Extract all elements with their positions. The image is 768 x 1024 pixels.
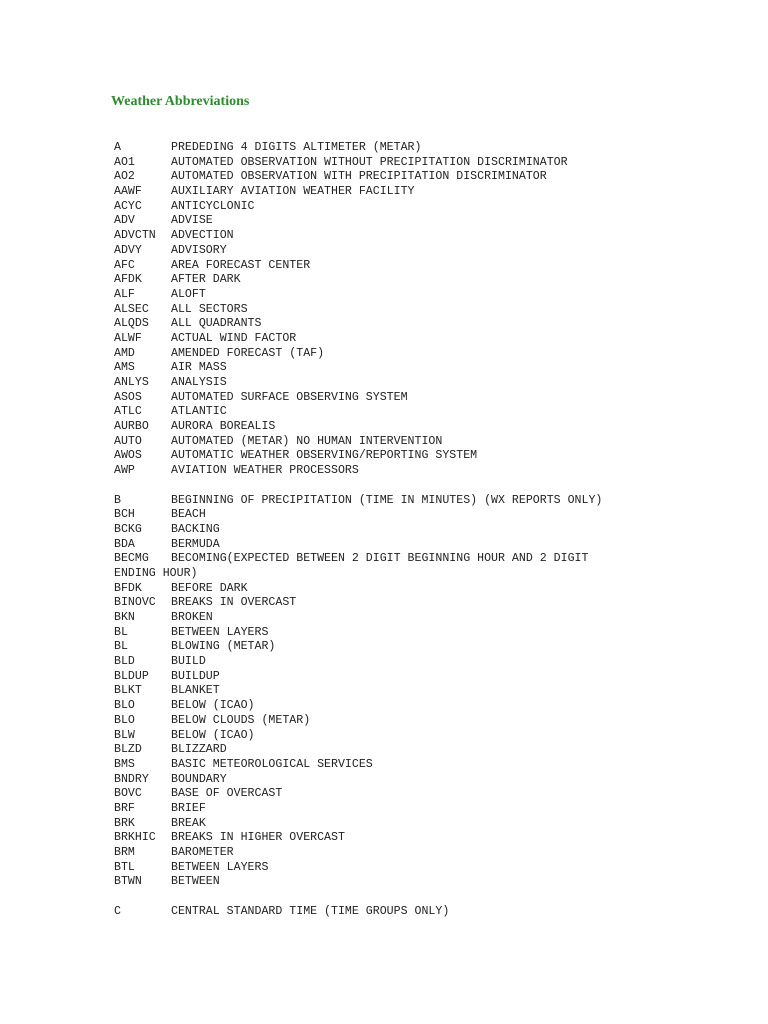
abbreviation-row <box>114 464 754 479</box>
abbreviation-code: AFC <box>114 258 135 272</box>
abbreviation-code: BLW <box>114 728 135 742</box>
abbreviation-row <box>114 846 754 861</box>
letter-group-b <box>114 494 754 891</box>
page-title: Weather Abbreviations <box>111 94 250 109</box>
abbreviation-definition: BETWEEN <box>171 875 220 889</box>
abbreviation-definition: BASE OF OVERCAST <box>171 787 283 801</box>
abbreviation-row <box>114 508 754 523</box>
abbreviation-definition: BELOW (ICAO) <box>171 728 255 742</box>
abbreviation-definition: BELOW (ICAO) <box>171 699 255 713</box>
abbreviation-code: BLO <box>114 699 135 713</box>
abbreviation-row <box>114 391 754 406</box>
abbreviation-definition: AREA FORECAST CENTER <box>171 258 311 272</box>
abbreviation-row <box>114 670 754 685</box>
abbreviation-definition: AUTOMATED (METAR) NO HUMAN INTERVENTION <box>171 434 443 448</box>
abbreviation-row <box>114 170 754 185</box>
abbreviation-list <box>114 141 754 919</box>
abbreviation-code: ADV <box>114 214 135 228</box>
abbreviation-code: BCH <box>114 508 135 522</box>
abbreviation-code: AWP <box>114 464 135 478</box>
abbreviation-code: ATLC <box>114 405 142 419</box>
abbreviation-definition: BETWEEN LAYERS <box>171 860 269 874</box>
abbreviation-code: BLKT <box>114 684 142 698</box>
abbreviation-code: BLDUP <box>114 669 149 683</box>
abbreviation-row <box>114 347 754 362</box>
abbreviation-code: BRK <box>114 816 135 830</box>
abbreviation-code: BLZD <box>114 743 142 757</box>
abbreviation-definition: BEGINNING OF PRECIPITATION (TIME IN MINUTES) (WX REPORTS ONLY) <box>171 493 603 507</box>
abbreviation-row <box>114 229 754 244</box>
abbreviation-code: ALQDS <box>114 317 149 331</box>
abbreviation-row <box>114 714 754 729</box>
abbreviation-row <box>114 640 754 655</box>
abbreviation-row <box>114 875 754 890</box>
abbreviation-row <box>114 303 754 318</box>
abbreviation-code: AWOS <box>114 449 142 463</box>
abbreviation-code: BRM <box>114 846 135 859</box>
abbreviation-code: BFDK <box>114 581 142 595</box>
abbreviation-code: ANLYS <box>114 376 149 389</box>
abbreviation-row <box>114 494 754 509</box>
abbreviation-definition: AUTOMATED OBSERVATION WITHOUT PRECIPITATION DISCRIMINATOR <box>171 155 568 169</box>
abbreviation-code: BCKG <box>114 522 142 536</box>
abbreviation-definition-continuation: ENDING HOUR) <box>114 566 198 580</box>
abbreviation-definition: BECOMING(EXPECTED BETWEEN 2 DIGIT BEGINNING HOUR AND 2 DIGIT <box>171 552 589 566</box>
abbreviation-definition: ANALYSIS <box>171 376 227 389</box>
abbreviation-definition: BASIC METEOROLOGICAL SERVICES <box>171 757 373 771</box>
abbreviation-row <box>114 611 754 626</box>
abbreviation-definition: BLIZZARD <box>171 743 227 757</box>
abbreviation-code: AFDK <box>114 273 142 287</box>
abbreviation-code: AMS <box>114 361 135 375</box>
abbreviation-row <box>114 449 754 464</box>
abbreviation-code: BECMG <box>114 552 149 566</box>
abbreviation-row <box>114 552 754 567</box>
abbreviation-code: AUTO <box>114 434 142 448</box>
abbreviation-row <box>114 361 754 376</box>
abbreviation-definition: AURORA BOREALIS <box>171 420 276 434</box>
abbreviation-row <box>114 420 754 435</box>
abbreviation-definition: BELOW CLOUDS (METAR) <box>171 713 311 727</box>
abbreviation-definition: BLANKET <box>171 684 220 698</box>
abbreviation-code: BTWN <box>114 875 142 889</box>
letter-group-c <box>114 905 754 920</box>
abbreviation-definition: BUILD <box>171 655 206 669</box>
abbreviation-definition: BUILDUP <box>171 669 220 683</box>
abbreviation-row <box>114 376 754 391</box>
abbreviation-row <box>114 156 754 171</box>
abbreviation-definition: BAROMETER <box>171 846 234 859</box>
abbreviation-code: BOVC <box>114 787 142 801</box>
abbreviation-code: BKN <box>114 611 135 624</box>
abbreviation-code: BDA <box>114 537 135 551</box>
abbreviation-code: ALF <box>114 287 135 301</box>
abbreviation-row <box>114 141 754 156</box>
abbreviation-code: C <box>114 904 121 918</box>
abbreviation-row <box>114 831 754 846</box>
abbreviation-row <box>114 802 754 817</box>
abbreviation-row <box>114 861 754 876</box>
abbreviation-code: BRF <box>114 801 135 815</box>
abbreviation-definition: ADVECTION <box>171 229 234 243</box>
abbreviation-definition: ATLANTIC <box>171 405 227 419</box>
abbreviation-row <box>114 523 754 538</box>
abbreviation-code: B <box>114 493 121 507</box>
abbreviation-definition: BERMUDA <box>171 537 220 551</box>
abbreviation-definition: BROKEN <box>171 611 213 624</box>
abbreviation-definition: BREAK <box>171 816 206 830</box>
abbreviation-row <box>114 288 754 303</box>
abbreviation-definition: BEACH <box>171 508 206 522</box>
abbreviation-row <box>114 200 754 215</box>
abbreviation-code: BLO <box>114 713 135 727</box>
abbreviation-row <box>114 758 754 773</box>
abbreviation-definition: BREAKS IN OVERCAST <box>171 596 297 610</box>
abbreviation-row <box>114 626 754 641</box>
abbreviation-definition: ACTUAL WIND FACTOR <box>171 331 297 345</box>
abbreviation-definition: CENTRAL STANDARD TIME (TIME GROUPS ONLY) <box>171 904 450 918</box>
abbreviation-definition: AUTOMATED SURFACE OBSERVING SYSTEM <box>171 390 408 404</box>
abbreviation-definition: ADVISORY <box>171 243 227 257</box>
abbreviation-definition: AIR MASS <box>171 361 227 375</box>
abbreviation-code: AO1 <box>114 155 135 169</box>
abbreviation-code: AURBO <box>114 420 149 434</box>
abbreviation-definition: BOUNDARY <box>171 772 227 786</box>
abbreviation-code: BLD <box>114 655 135 669</box>
abbreviation-row <box>114 684 754 699</box>
abbreviation-definition: BACKING <box>171 522 220 536</box>
abbreviation-code: AAWF <box>114 185 142 199</box>
abbreviation-row <box>114 905 754 920</box>
abbreviation-row <box>114 655 754 670</box>
abbreviation-definition: AUTOMATIC WEATHER OBSERVING/REPORTING SYSTEM <box>171 449 478 463</box>
abbreviation-row <box>114 273 754 288</box>
abbreviation-row <box>114 773 754 788</box>
abbreviation-row <box>114 596 754 611</box>
abbreviation-row <box>114 538 754 553</box>
abbreviation-code: BL <box>114 625 128 639</box>
abbreviation-row <box>114 185 754 200</box>
abbreviation-definition: BEFORE DARK <box>171 581 248 595</box>
abbreviation-code: BTL <box>114 860 135 874</box>
abbreviation-definition: AVIATION WEATHER PROCESSORS <box>171 464 359 478</box>
abbreviation-code: BINOVC <box>114 596 156 610</box>
abbreviation-row <box>114 582 754 597</box>
abbreviation-definition: AUXILIARY AVIATION WEATHER FACILITY <box>171 185 415 199</box>
abbreviation-row <box>114 817 754 832</box>
abbreviation-definition: AUTOMATED OBSERVATION WITH PRECIPITATION DISCRIMINATOR <box>171 170 547 184</box>
abbreviation-row <box>114 699 754 714</box>
abbreviation-definition: ADVISE <box>171 214 213 228</box>
abbreviation-definition: BLOWING (METAR) <box>171 640 276 654</box>
abbreviation-row <box>114 332 754 347</box>
abbreviation-code: ALWF <box>114 331 142 345</box>
abbreviation-code: AO2 <box>114 170 135 184</box>
abbreviation-code: AMD <box>114 346 135 360</box>
abbreviation-code: BL <box>114 640 128 654</box>
abbreviation-definition: BREAKS IN HIGHER OVERCAST <box>171 831 345 845</box>
abbreviation-code: BMS <box>114 757 135 771</box>
abbreviation-row <box>114 435 754 450</box>
abbreviation-definition: ALOFT <box>171 287 206 301</box>
abbreviation-row <box>114 317 754 332</box>
abbreviation-row <box>114 405 754 420</box>
abbreviation-row <box>114 214 754 229</box>
abbreviation-code: ACYC <box>114 199 142 213</box>
abbreviation-row <box>114 787 754 802</box>
letter-group-a <box>114 141 754 479</box>
abbreviation-code: ASOS <box>114 390 142 404</box>
abbreviation-definition: BRIEF <box>171 801 206 815</box>
abbreviation-row <box>114 729 754 744</box>
abbreviation-code: ADVCTN <box>114 229 156 243</box>
abbreviation-definition: PREDEDING 4 DIGITS ALTIMETER (METAR) <box>171 141 422 154</box>
abbreviation-definition: AMENDED FORECAST (TAF) <box>171 346 325 360</box>
abbreviation-code: ALSEC <box>114 302 149 316</box>
abbreviation-row <box>114 244 754 259</box>
abbreviation-code: ADVY <box>114 243 142 257</box>
abbreviation-definition: ALL SECTORS <box>171 302 248 316</box>
abbreviation-definition: ALL QUADRANTS <box>171 317 262 331</box>
abbreviation-definition: BETWEEN LAYERS <box>171 625 269 639</box>
abbreviation-definition: ANTICYCLONIC <box>171 199 255 213</box>
abbreviation-row <box>114 743 754 758</box>
abbreviation-row <box>114 259 754 274</box>
abbreviation-code: BRKHIC <box>114 831 156 845</box>
abbreviation-definition: AFTER DARK <box>171 273 241 287</box>
abbreviation-code: BNDRY <box>114 772 149 786</box>
abbreviation-code: A <box>114 141 121 154</box>
